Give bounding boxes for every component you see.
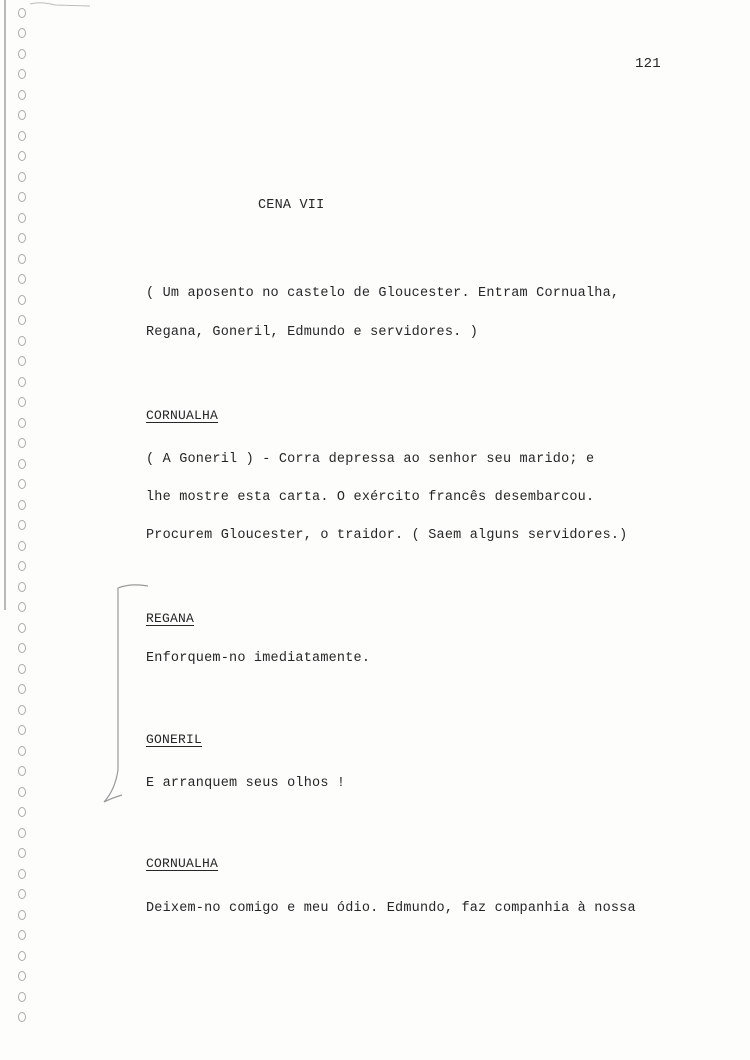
- binder-hole: [18, 233, 26, 243]
- binder-hole: [18, 459, 26, 469]
- binder-hole: [18, 49, 26, 59]
- binder-hole: [18, 623, 26, 633]
- speaker-name: GONERIL: [146, 732, 203, 747]
- binder-hole: [18, 479, 26, 489]
- dialogue-line: ( A Goneril ) - Corra depressa ao senhor seu marido; e: [146, 452, 595, 467]
- binder-hole: [18, 172, 26, 182]
- binder-hole: [18, 889, 26, 899]
- binder-hole: [18, 541, 26, 551]
- speaker-name: CORNUALHA: [146, 856, 219, 871]
- binder-hole: [18, 582, 26, 592]
- stage-direction-line: ( Um aposento no castelo de Gloucester. Entram Cornualha,: [146, 286, 620, 301]
- binder-hole: [18, 971, 26, 981]
- binder-hole: [18, 664, 26, 674]
- binder-hole: [18, 746, 26, 756]
- binder-hole: [18, 910, 26, 920]
- binder-hole: [18, 561, 26, 571]
- binder-hole: [18, 28, 26, 38]
- binder-hole: [18, 131, 26, 141]
- binder-hole: [18, 766, 26, 776]
- dialogue-line: E arranquem seus olhos !: [146, 776, 346, 791]
- stage-direction-line: Regana, Goneril, Edmundo e servidores. ): [146, 325, 479, 340]
- binder-hole: [18, 520, 26, 530]
- binder-hole: [18, 356, 26, 366]
- binder-holes: [18, 8, 38, 1038]
- dialogue-line: Procurem Gloucester, o traidor. ( Saem alguns servidores.): [146, 528, 628, 543]
- top-edge-mark: [0, 0, 750, 12]
- binder-hole: [18, 438, 26, 448]
- binder-hole: [18, 418, 26, 428]
- dialogue-line: lhe mostre esta carta. O exército francês desembarcou.: [146, 490, 595, 505]
- binding-edge: [4, 0, 6, 610]
- page-number: 121: [635, 56, 661, 72]
- speaker-name: CORNUALHA: [146, 408, 219, 423]
- binder-hole: [18, 869, 26, 879]
- binder-hole: [18, 500, 26, 510]
- binder-hole: [18, 684, 26, 694]
- binder-hole: [18, 643, 26, 653]
- binder-hole: [18, 705, 26, 715]
- scene-title: CENA VII: [258, 198, 325, 213]
- binder-hole: [18, 69, 26, 79]
- binder-hole: [18, 377, 26, 387]
- binder-hole: [18, 725, 26, 735]
- binder-hole: [18, 213, 26, 223]
- binder-hole: [18, 90, 26, 100]
- binder-hole: [18, 192, 26, 202]
- binder-hole: [18, 110, 26, 120]
- binder-hole: [18, 848, 26, 858]
- binder-hole: [18, 807, 26, 817]
- binder-hole: [18, 1012, 26, 1022]
- binder-hole: [18, 274, 26, 284]
- binder-hole: [18, 787, 26, 797]
- dialogue-line: Deixem-no comigo e meu ódio. Edmundo, faz companhia à nossa: [146, 901, 636, 916]
- dialogue-line: Enforquem-no imediatamente.: [146, 651, 371, 666]
- binder-hole: [18, 295, 26, 305]
- binder-hole: [18, 254, 26, 264]
- binder-hole: [18, 151, 26, 161]
- speaker-name: REGANA: [146, 611, 195, 626]
- binder-hole: [18, 397, 26, 407]
- binder-hole: [18, 930, 26, 940]
- binder-hole: [18, 951, 26, 961]
- binder-hole: [18, 992, 26, 1002]
- binder-hole: [18, 828, 26, 838]
- binder-hole: [18, 315, 26, 325]
- binder-hole: [18, 336, 26, 346]
- binder-hole: [18, 602, 26, 612]
